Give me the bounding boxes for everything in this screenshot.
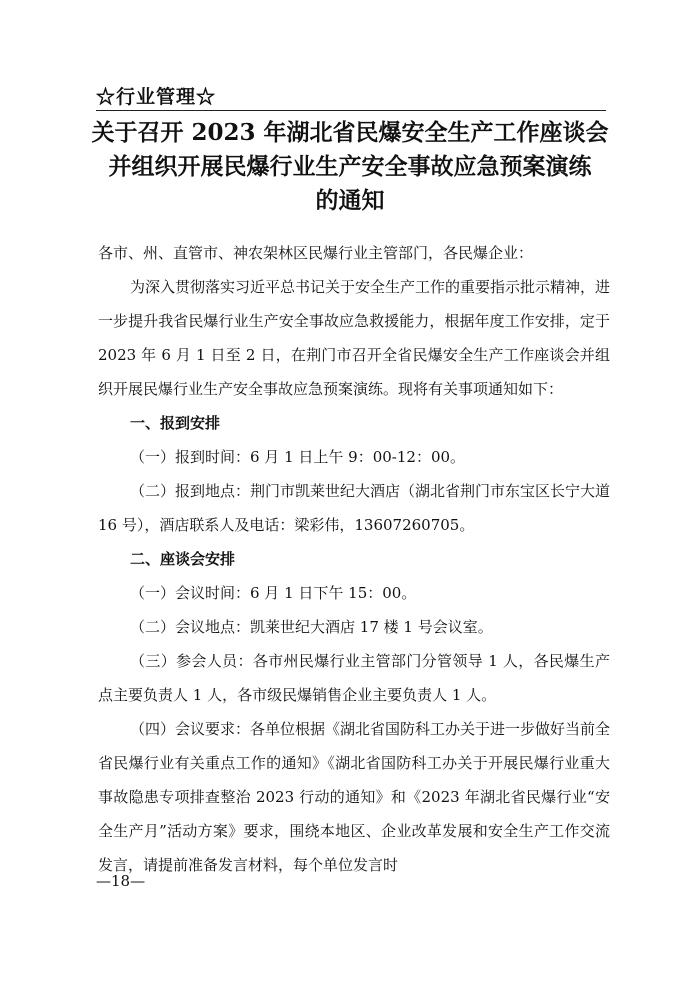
section-heading-registration: 一、报到安排 xyxy=(130,414,221,432)
section-tag: ☆行业管理☆ xyxy=(96,86,217,108)
header-divider xyxy=(96,110,606,111)
document-title xyxy=(90,116,610,218)
meeting-attendees: （三）参会人员：各市州民爆行业主管部门分管领导 1 人，各民爆生产点主要负责人 1 人，各市级民爆销售企业主要负责人 1 人。 xyxy=(98,652,610,704)
title-line: 并组织开展民爆行业生产安全事故应急预案演练 xyxy=(108,153,592,180)
title-line: 的通知 xyxy=(315,187,385,214)
registration-location: （二）报到地点：荆门市凯莱世纪大酒店（湖北省荆门市东宝区长宁大道 16 号），酒店联系人及电话：梁彩伟，13607260705。 xyxy=(98,482,611,534)
meeting-time: （一）会议时间：6 月 1 日下午 15：00。 xyxy=(130,584,417,602)
registration-time: （一）报到时间：6 月 1 日上午 9：00-12：00。 xyxy=(130,448,466,466)
salutation: 各市、州、直管市、神农架林区民爆行业主管部门，各民爆企业： xyxy=(98,244,534,262)
section-heading-meeting: 二、座谈会安排 xyxy=(130,550,236,568)
page-number: —18— xyxy=(96,872,146,890)
intro-paragraph: 为深入贯彻落实习近平总书记关于安全生产工作的重要指示批示精神，进一步提升我省民爆行业生产安全事故应急救援能力，根据年度工作安排，定于 2023 年 6 月 1 日至 2 日，在荆门市召开全省民爆安全生产工作座谈会并组织开展民爆行业生产安全事故应急预案演练。现将有关事项通知如下： xyxy=(98,278,611,398)
document-body xyxy=(98,236,610,882)
meeting-requirements: （四）会议要求：各单位根据《湖北省国防科工办关于进一步做好当前全省民爆行业有关重点工作的通知》《湖北省国防科工办关于开展民爆行业重大事故隐患专项排查整治 2023 行动的通知》和《2023 年湖北省民爆行业“安全生产月”活动方案》要求，围绕本地区、企业改革发展和安全生产工作交流发言，请提前准备发言材料，每个单位发言时 xyxy=(98,720,611,874)
title-line: 关于召开 2023 年湖北省民爆安全生产工作座谈会 xyxy=(91,119,609,146)
meeting-location: （二）会议地点：凯莱世纪大酒店 17 楼 1 号会议室。 xyxy=(130,618,493,636)
